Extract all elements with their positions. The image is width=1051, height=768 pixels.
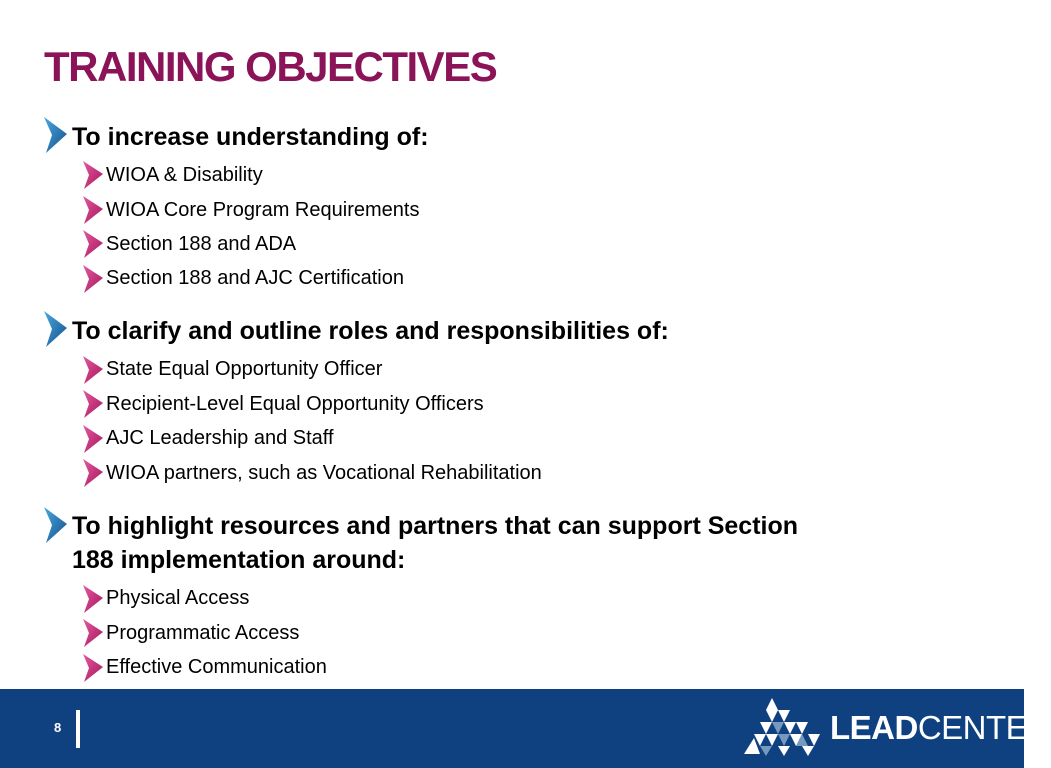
blue-chevron-arrow-icon — [42, 116, 68, 154]
pink-chevron-arrow-icon — [80, 458, 104, 488]
list-item: Recipient-Level Equal Opportunity Officers — [106, 393, 484, 415]
blue-chevron-arrow-icon — [42, 506, 68, 544]
section-heading-understanding: To increase understanding of: — [72, 123, 429, 151]
section-heading-roles: To clarify and outline roles and responsibilities of: — [72, 317, 669, 345]
list-item: State Equal Opportunity Officer — [106, 358, 383, 380]
section-heading-line: To highlight resources and partners that can support Section — [72, 512, 799, 540]
blue-chevron-arrow-icon — [42, 310, 68, 348]
pink-chevron-arrow-icon — [80, 229, 104, 259]
list-item: Programmatic Access — [106, 622, 300, 644]
pink-chevron-arrow-icon — [80, 389, 104, 419]
section-heading-line: 188 implementation around: — [72, 546, 406, 574]
logo-word-lead: LEAD — [830, 709, 918, 746]
pink-chevron-arrow-icon — [80, 618, 104, 648]
lead-center-logo-text — [830, 708, 1051, 748]
pink-chevron-arrow-icon — [80, 584, 104, 614]
pink-chevron-arrow-icon — [80, 355, 104, 385]
list-item: Physical Access — [106, 587, 250, 609]
pink-chevron-arrow-icon — [80, 424, 104, 454]
list-item: Section 188 and ADA — [106, 233, 297, 255]
pink-chevron-arrow-icon — [80, 160, 104, 190]
page-number-divider — [76, 710, 80, 748]
list-item: Section 188 and AJC Certification — [106, 267, 404, 289]
section-heading-resources — [72, 509, 952, 577]
slide-title: TRAINING OBJECTIVES — [44, 43, 497, 90]
pink-chevron-arrow-icon — [80, 264, 104, 294]
page-number: 8 — [54, 720, 62, 735]
list-item: WIOA & Disability — [106, 164, 263, 186]
triangle-logo-icon — [740, 694, 830, 760]
logo-word-center: CENTER — [917, 709, 1051, 746]
list-item: AJC Leadership and Staff — [106, 427, 334, 449]
list-item: Effective Communication — [106, 656, 327, 678]
list-item: WIOA partners, such as Vocational Rehabilitation — [106, 462, 542, 484]
pink-chevron-arrow-icon — [80, 195, 104, 225]
pink-chevron-arrow-icon — [80, 653, 104, 683]
list-item: WIOA Core Program Requirements — [106, 199, 420, 221]
